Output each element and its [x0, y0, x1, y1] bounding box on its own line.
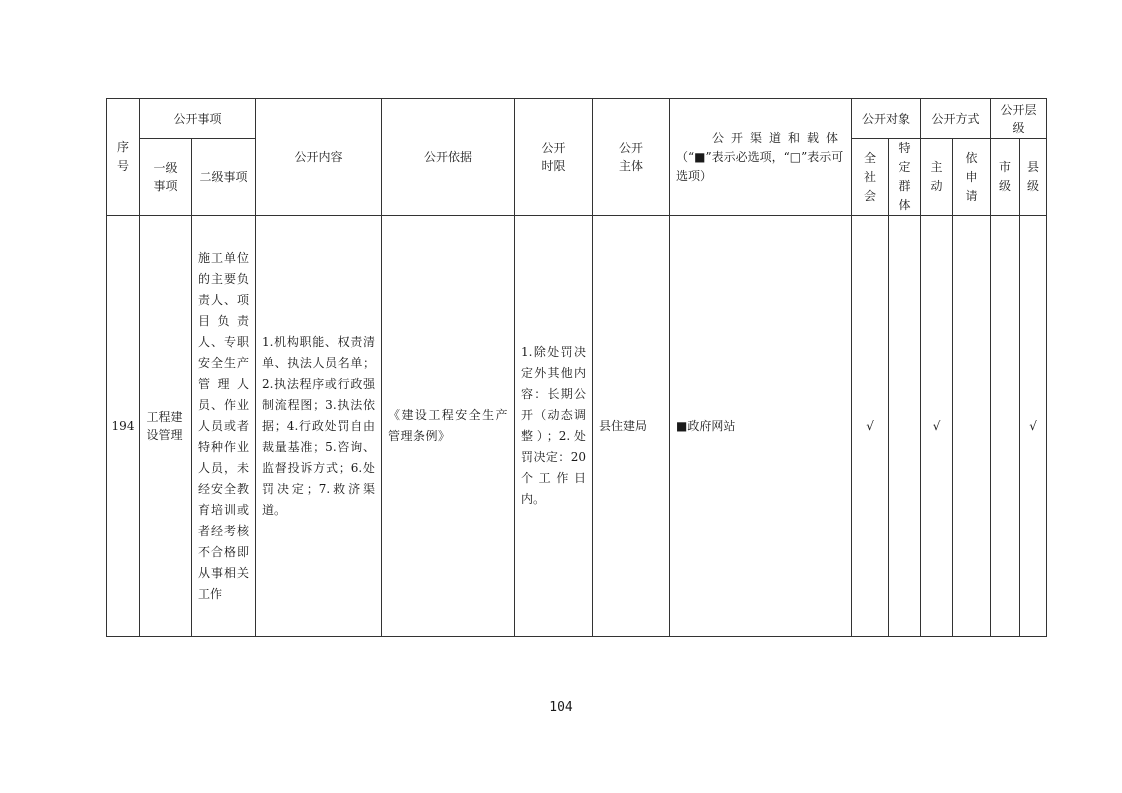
header-time-limit: 公开时限 [515, 99, 593, 216]
header-seq: 序号 [107, 99, 140, 216]
header-level1: 一级事项 [140, 139, 192, 216]
header-channel [670, 99, 852, 216]
header-method-request: 依申请 [953, 139, 991, 216]
header-method-active: 主动 [921, 139, 953, 216]
header-target-all: 全社会 [852, 139, 889, 216]
header-level: 公开层级 [991, 99, 1047, 139]
header-target-specific: 特定群体 [889, 139, 921, 216]
row-level2: 施工单位的主要负责人、项目负责人、专职安全生产管理人员、作业人员或者特种作业人员，未经安全教育培训或者经考核不合格即从事相关工作 [192, 216, 256, 637]
row-channel: ■政府网站 [670, 216, 852, 637]
header-method: 公开方式 [921, 99, 991, 139]
row-target-specific [889, 216, 921, 637]
header-content: 公开内容 [256, 99, 382, 216]
row-basis: 《建设工程安全生产管理条例》 [382, 216, 515, 637]
header-channel-note: （“■”表示必选项，“□”表示可选项） [676, 149, 844, 183]
row-level-city [991, 216, 1020, 637]
header-level-county: 县级 [1020, 139, 1047, 216]
page-number: 104 [549, 700, 573, 715]
row-subject: 县住建局 [593, 216, 670, 637]
row-method-active: √ [921, 216, 953, 637]
row-content: 1.机构职能、权责清单、执法人员名单；2.执法程序或行政强制流程图；3.执法依据；4.行政处罚自由裁量基准；5.咨询、监督投诉方式；6.处罚决定；7.救济渠道。 [256, 216, 382, 637]
row-level-county: √ [1020, 216, 1047, 637]
row-seq: 194 [107, 216, 140, 637]
header-subject: 公开主体 [593, 99, 670, 216]
row-time-limit: 1.除处罚决定外其他内容：长期公开（动态调整）；2.处罚决定：20个工作日内。 [515, 216, 593, 637]
disclosure-table [106, 98, 1047, 637]
table-row [107, 216, 1047, 637]
header-public-items: 公开事项 [140, 99, 256, 139]
row-method-request [953, 216, 991, 637]
header-channel-title: 公开渠道和载体 [712, 130, 846, 145]
header-level2: 二级事项 [192, 139, 256, 216]
header-basis: 公开依据 [382, 99, 515, 216]
row-level1: 工程建设管理 [140, 216, 192, 637]
header-target: 公开对象 [852, 99, 921, 139]
row-target-all: √ [852, 216, 889, 637]
header-level-city: 市级 [991, 139, 1020, 216]
